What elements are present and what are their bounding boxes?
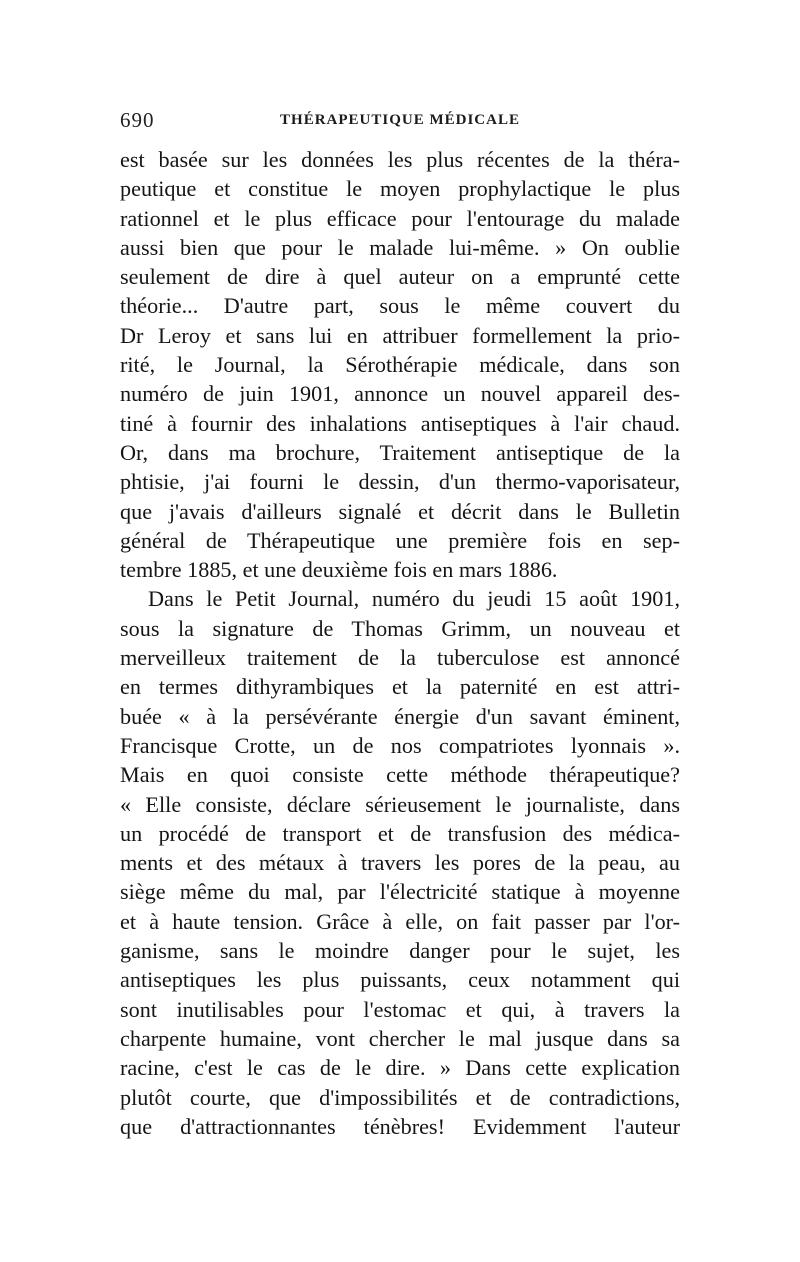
text-line: phtisie, j'ai fourni le dessin, d'un thermo-vaporisateur,	[120, 469, 680, 495]
page-header	[120, 108, 680, 138]
text-line: « Elle consiste, déclare sérieusement le journaliste, dans	[120, 791, 680, 817]
text-line: ganisme, sans le moindre danger pour le sujet, les	[120, 938, 680, 964]
text-line: sous la signature de Thomas Grimm, un nouveau et	[120, 615, 680, 641]
text-line: un procédé de transport et de transfusion des médica-	[120, 820, 680, 846]
text-line: antiseptiques les plus puissants, ceux notamment qui	[120, 967, 680, 993]
text-line: rité, le Journal, la Sérothérapie médicale, dans son	[120, 352, 680, 378]
text-line: rationnel et le plus efficace pour l'entourage du malade	[120, 205, 680, 231]
text-line: plutôt courte, que d'impossibilités et de contradictions,	[120, 1084, 680, 1110]
text-line: Or, dans ma brochure, Traitement antiseptique de la	[120, 439, 680, 465]
text-line: racine, c'est le cas de le dire. » Dans cette explication	[120, 1055, 680, 1081]
running-title: THÉRAPEUTIQUE MÉDICALE	[280, 112, 520, 128]
text-line: charpente humaine, vont chercher le mal jusque dans sa	[120, 1025, 680, 1051]
text-line: Mais en quoi consiste cette méthode thérapeutique?	[120, 762, 680, 788]
page-number: 690	[120, 108, 155, 132]
text-line: merveilleux traitement de la tuberculose est annoncé	[120, 645, 680, 671]
text-line: Dr Leroy et sans lui en attribuer formellement la prio-	[120, 322, 680, 348]
text-line: Dans le Petit Journal, numéro du jeudi 15 août 1901,	[148, 586, 680, 612]
text-line: buée « à la persévérante énergie d'un savant éminent,	[120, 703, 680, 729]
text-line: que j'avais d'ailleurs signalé et décrit dans le Bulletin	[120, 498, 680, 524]
text-line: théorie... D'autre part, sous le même couvert du	[120, 293, 680, 319]
text-line: seulement de dire à quel auteur on a emprunté cette	[120, 264, 680, 290]
text-line: en termes dithyrambiques et la paternité en est attri-	[120, 674, 680, 700]
text-line: ments et des métaux à travers les pores de la peau, au	[120, 850, 680, 876]
paragraph-1	[120, 145, 680, 584]
text-line: Francisque Crotte, un de nos compatriotes lyonnais ».	[120, 732, 680, 758]
text-line: numéro de juin 1901, annonce un nouvel appareil des-	[120, 381, 680, 407]
paragraph-2	[120, 584, 680, 1141]
text-line: et à haute tension. Grâce à elle, on fait passer par l'or-	[120, 908, 680, 934]
text-line: tiné à fournir des inhalations antiseptiques à l'air chaud.	[120, 410, 680, 436]
text-line: que d'attractionnantes ténèbres! Evidemment l'auteur	[120, 1113, 680, 1139]
text-line: est basée sur les données les plus récentes de la théra-	[120, 147, 680, 172]
text-line: aussi bien que pour le malade lui-même. » On oublie	[120, 234, 680, 260]
text-line: sont inutilisables pour l'estomac et qui, à travers la	[120, 996, 680, 1022]
text-line: peutique et constitue le moyen prophylactique le plus	[120, 176, 680, 202]
text-line: général de Thérapeutique une première fois en sep-	[120, 527, 680, 553]
body-text	[120, 145, 680, 1141]
text-line: siège même du mal, par l'électricité statique à moyenne	[120, 879, 680, 905]
text-line: tembre 1885, et une deuxième fois en mars 1886.	[120, 557, 558, 583]
